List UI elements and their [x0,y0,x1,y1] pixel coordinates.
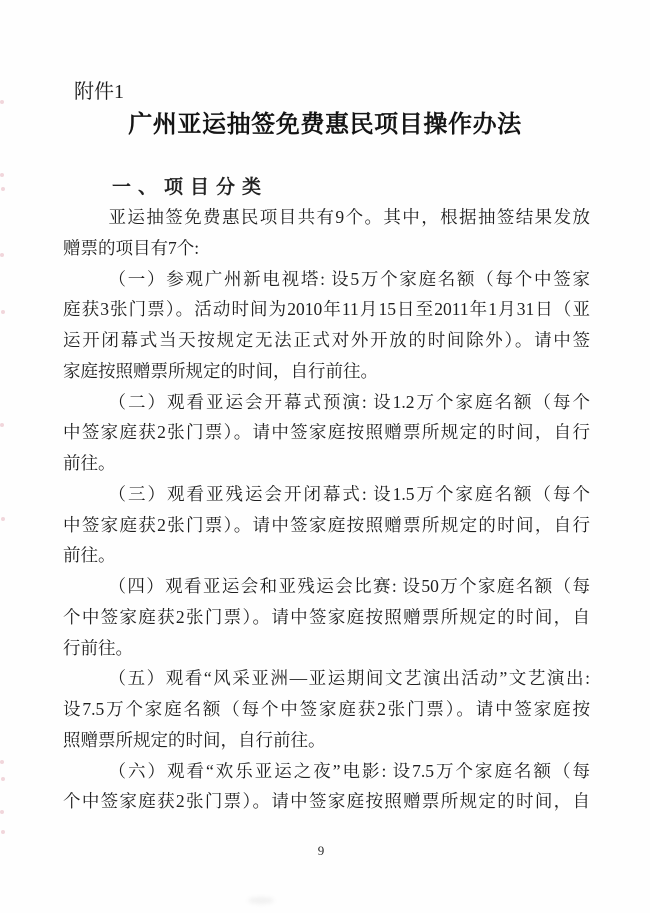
body-line: （六）观看“欢乐亚运之夜”电影: 设7.5万个家庭名额（每 [108,760,590,781]
section-heading: 一、项目分类 [112,177,269,198]
body-line: 行前往。 [63,637,133,658]
body-line: （五）观看“风采亚洲—亚运期间文艺演出活动”文艺演出: [108,668,590,689]
body-line: 个中签家庭获2张门票）。请中签家庭按照赠票所规定的时间，自 [63,791,590,812]
scan-speck [0,173,4,177]
page-number: 9 [317,843,325,858]
body-line: 中签家庭获2张门票）。请中签家庭按照赠票所规定的时间，自行 [63,514,590,535]
scan-speck [1,310,5,314]
body-line: （三）观看亚残运会开闭幕式: 设1.5万个家庭名额（每个 [108,483,590,504]
body-line: 中签家庭获2张门票）。请中签家庭按照赠票所规定的时间，自行 [63,422,590,443]
body-line: 家庭按照赠票所规定的时间，自行前往。 [63,360,378,381]
body-line: 设7.5万个家庭名额（每个中签家庭获2张门票）。请中签家庭按 [63,699,590,719]
body-line: （四）观看亚运会和亚残运会比赛: 设50万个家庭名额（每 [108,576,590,596]
document-body [63,202,590,817]
body-line: 亚运抽签免费惠民项目共有9个。其中，根据抽签结果发放 [108,207,590,227]
scan-speck [0,100,4,104]
body-line: （一）参观广州新电视塔: 设5万个家庭名额（每个中签家 [108,268,590,289]
scan-speck [0,423,4,427]
document-title: 广州亚运抽签免费惠民项目操作办法 [128,112,522,138]
body-line: 赠票的项目有7个: [63,237,200,258]
scan-speck [0,760,4,764]
scan-smudge [248,897,274,904]
body-line: （二）观看亚运会开幕式预演: 设1.2万个家庭名额（每个 [108,391,590,412]
body-line: 照赠票所规定的时间，自行前往。 [63,729,326,750]
body-line: 运开闭幕式当天按规定无法正式对外开放的时间除外）。请中签 [63,330,590,350]
body-line: 前往。 [63,453,116,473]
attachment-label: 附件1 [74,81,124,103]
scan-speck [1,777,5,781]
body-line: 个中签家庭获2张门票）。请中签家庭按照赠票所规定的时间，自 [63,606,590,627]
scan-speck [1,187,5,191]
scan-speck [0,810,4,814]
body-line: 庭获3张门票）。活动时间为2010年11月15日至2011年1月31日（亚 [63,299,590,320]
scan-speck [1,517,5,521]
scan-speck [1,830,5,834]
scan-speck [0,253,4,257]
body-line: 前往。 [63,545,116,566]
